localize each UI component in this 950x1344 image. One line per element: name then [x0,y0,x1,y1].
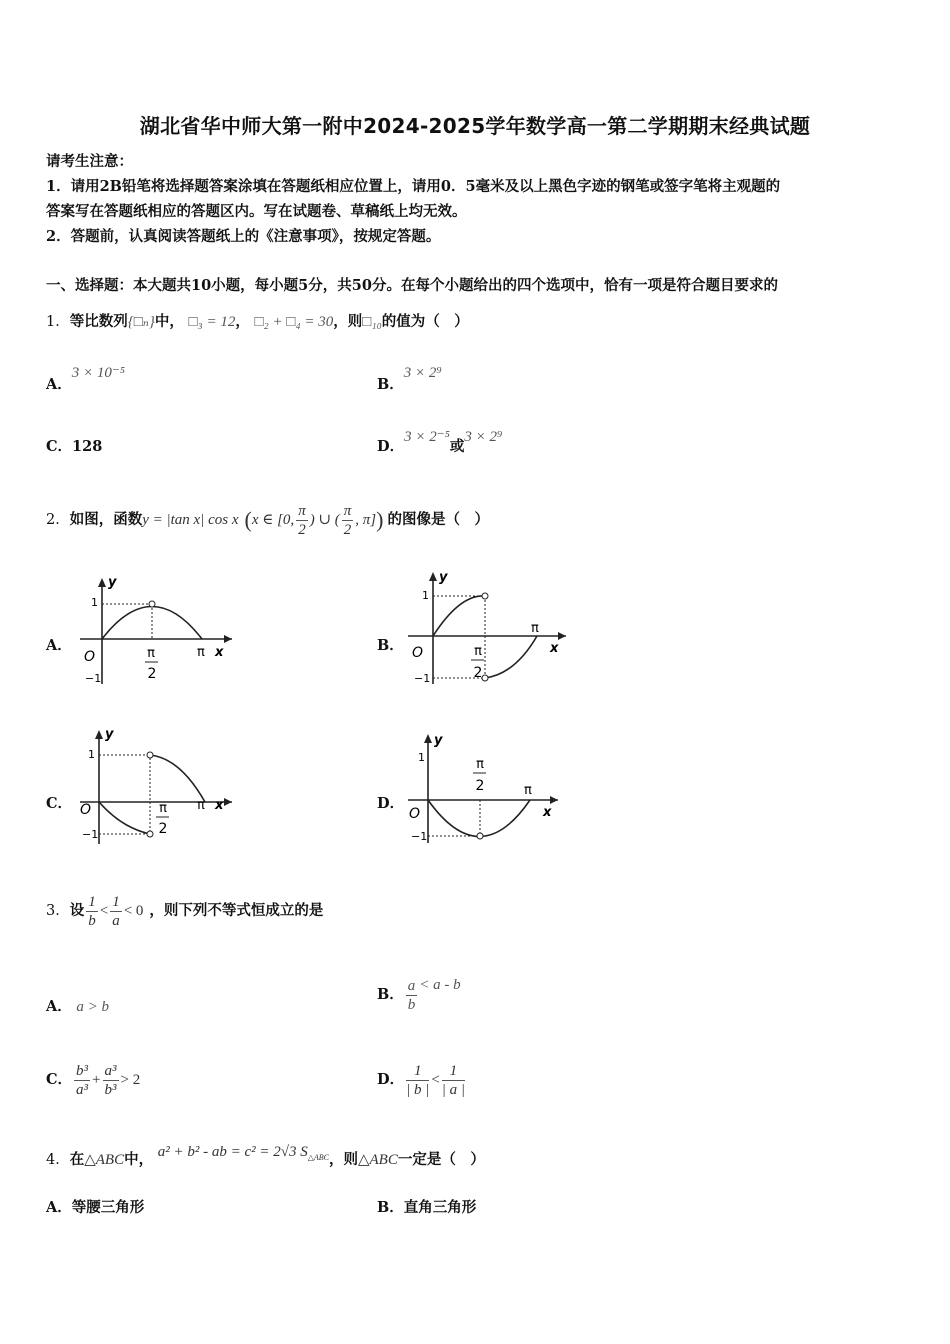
q2-paren-left: ( [244,507,252,532]
frac-denominator: a³ [76,1081,89,1098]
label-x: x [550,641,559,656]
q4-text-4: 一定是（ ） [397,1151,485,1168]
q4-formula: a² + b² - ab = c² = 2√3 S [157,1144,308,1160]
label-y: y [439,570,448,585]
curve [102,607,202,640]
q1-number: 1． [46,314,70,330]
q3-option-d[interactable] [377,1055,467,1105]
option-label: A． [46,376,72,393]
question-3 [46,886,323,936]
label-y: y [105,727,114,742]
option-label: A． [46,1199,72,1216]
q2-option-d[interactable]: D． [377,795,405,812]
open-point [482,593,488,599]
option-value: < a - b [419,977,461,993]
option-value: 3 × 10⁻⁵ [71,365,126,381]
option-gt-two: > 2 [120,1072,141,1088]
curve-lower [99,802,150,834]
q2-domain-mid: ) ∪ ( [309,512,340,528]
q4-triangle-2: △ABC [357,1152,398,1168]
section-heading: 一、选择题：本大题共10小题，每小题5分，共50分。在每个小题给出的四个选项中，恰有一项是符合题目要求的 [46,277,778,294]
label-neg-one: −1 [411,830,428,843]
frac-numerator: 1 [88,893,96,910]
frac-numerator: a³ [104,1062,117,1079]
option-fraction-2 [442,1062,465,1099]
option-or: 或 [449,438,465,455]
option-plus: + [92,1072,101,1088]
frac-numerator: 1 [442,1062,465,1081]
q3-lt-zero: < 0 [123,903,144,919]
q1-text-3: ， [235,313,250,330]
q4-text-1: 在 [69,1151,85,1168]
q4-formula-subscript: △ABC [307,1153,329,1162]
label-half-pi-den: 2 [147,666,157,682]
q3-frac-1-over-b [86,893,98,930]
frac-numerator: 1 [406,1062,429,1081]
label-one: 1 [418,751,425,764]
q4-option-a[interactable] [46,1196,144,1220]
label-x: x [215,798,224,813]
question-4 [46,1144,485,1174]
option-fraction-1 [406,1062,429,1099]
q2-fraction-1 [296,502,308,539]
notice-heading: 请考生注意： [46,153,133,170]
x-arrow-icon [224,798,232,806]
label-y: y [434,733,443,748]
q1-condition-1: □₃ = 12 [188,314,236,330]
label-half-pi-den: 2 [475,778,485,794]
question-2 [46,498,489,542]
option-value: a > b [76,999,109,1015]
q2-option-b[interactable]: B． [377,637,404,654]
label-neg-one: −1 [85,672,102,685]
q2-number: 2． [46,512,70,528]
graph-b[interactable] [400,564,575,692]
option-value-1: 3 × 2⁻⁵ [404,429,450,445]
label-y: y [108,575,117,590]
label-half-pi-num: π [159,801,167,816]
q4-option-b[interactable] [377,1196,476,1220]
label-neg-one: −1 [414,672,431,685]
y-arrow-icon [98,578,106,587]
option-label: B． [377,376,404,393]
graph-d[interactable] [400,728,570,848]
open-point [149,601,155,607]
q4-text-2: 中， [124,1151,154,1168]
q1-option-b[interactable] [377,365,442,397]
question-1 [46,310,469,334]
frac-denominator: 2 [298,521,306,538]
option-lt: < [431,1072,440,1088]
label-origin: O [84,649,96,665]
option-label: C． [46,438,73,455]
label-pi: π [197,798,205,813]
label-pi: π [531,621,539,636]
graph-a[interactable] [72,572,242,692]
label-pi: π [197,645,205,660]
option-fraction [406,977,418,1014]
q3-text-1: 设 [69,902,85,919]
q2-text-2: 的图像是（ ） [387,511,489,528]
frac-denominator: 2 [343,521,352,538]
page-title: 湖北省华中师大第一附中2024-2025学年数学高一第二学期期末经典试题 [139,114,811,138]
label-origin: O [80,802,92,818]
frac-numerator: b³ [76,1062,89,1079]
q2-domain-a: x ∈ [0, [251,512,295,528]
q1-option-a[interactable] [46,365,126,397]
label-one: 1 [91,596,98,609]
option-label: B． [377,986,404,1003]
notice-line-3: 2．答题前，认真阅读答题纸上的《注意事项》，按规定答题。 [46,228,441,245]
curve-upper [150,755,205,802]
x-arrow-icon [558,632,566,640]
q1-text-5: 的值为（ ） [381,313,469,330]
frac-numerator: π [343,502,352,519]
q1-option-d[interactable] [377,429,503,459]
label-x: x [543,805,552,820]
q1-text-2: 中， [154,313,184,330]
q2-formula: y = |tan x| cos x [142,512,239,528]
q3-number: 3． [46,903,70,919]
option-fraction-1 [74,1062,90,1099]
q1-target: □₁₀ [362,314,382,330]
label-pi: π [524,783,532,798]
label-half-pi-num: π [474,644,482,659]
y-arrow-icon [424,734,432,743]
label-one: 1 [422,589,429,602]
q4-triangle: △ABC [84,1152,125,1168]
option-value: 等腰三角形 [71,1199,145,1216]
q3-option-b[interactable] [377,970,461,1020]
y-arrow-icon [429,572,437,581]
q2-fraction-2 [342,502,354,539]
option-value: 直角三角形 [403,1199,477,1216]
q2-option-a[interactable]: A． [46,637,72,654]
curve-lower [485,636,537,678]
frac-denominator: b³ [104,1081,117,1098]
label-half-pi-den: 2 [158,821,168,837]
label-neg-one: −1 [82,828,99,841]
q1-option-c[interactable] [46,435,102,459]
q4-number: 4． [46,1152,70,1168]
q3-frac-1-over-a [110,893,122,930]
frac-denominator: b [88,912,96,929]
x-arrow-icon [224,635,232,643]
option-value: 3 × 2⁹ [403,365,442,381]
q3-lt: < [99,903,109,919]
label-half-pi-num: π [476,757,484,772]
q2-text-1: 如图，函数 [69,511,143,528]
q4-text-3: ，则 [328,1151,358,1168]
label-one: 1 [88,748,95,761]
q1-text-1: 等比数列 [69,313,128,330]
label-half-pi-num: π [147,646,155,661]
q2-option-c[interactable]: C． [46,795,73,812]
curve [428,800,530,837]
frac-denominator: | b | [406,1081,430,1098]
graph-c[interactable] [72,724,242,848]
label-origin: O [412,645,424,661]
option-label: B． [377,1199,404,1216]
open-point [477,833,483,839]
frac-numerator: a [407,977,416,994]
q1-condition-2: □₂ + □₄ = 30 [254,314,334,330]
option-label: D． [377,1071,405,1088]
label-half-pi-den: 2 [473,665,483,681]
q2-domain-b: , π] [355,512,377,528]
frac-numerator: π [298,502,306,519]
frac-denominator: b [407,996,416,1013]
option-value-2: 3 × 2⁹ [464,429,503,445]
open-point [147,831,153,837]
q1-sequence: {□ₙ} [127,314,155,330]
notice-line-2: 答案写在答题纸相应的答题区内。写在试题卷、草稿纸上均无效。 [46,203,467,220]
option-label: C． [46,1071,73,1088]
notice-line-1: 1．请用2B铅笔将选择题答案涂填在答题纸相应位置上，请用0．5毫米及以上黑色字迹的钢笔或签字笔将主观题的 [46,178,781,195]
open-point [482,675,488,681]
q2-paren-right: ) [376,507,384,532]
label-origin: O [409,806,421,822]
curve-upper [433,596,485,636]
option-label: D． [377,438,405,455]
option-fraction-2 [103,1062,119,1099]
open-point [147,752,153,758]
option-value: 128 [72,438,103,455]
frac-numerator: 1 [112,893,120,910]
x-arrow-icon [550,796,558,804]
q1-text-4: ，则 [333,313,363,330]
q3-option-c[interactable] [46,1055,140,1105]
option-label: A． [46,998,72,1015]
y-arrow-icon [95,730,103,739]
frac-denominator: | a | [441,1081,466,1098]
q3-text-2: ，则下列不等式恒成立的是 [149,902,324,919]
label-x: x [215,645,224,660]
frac-denominator: a [112,912,120,929]
q3-option-a[interactable] [46,995,109,1019]
